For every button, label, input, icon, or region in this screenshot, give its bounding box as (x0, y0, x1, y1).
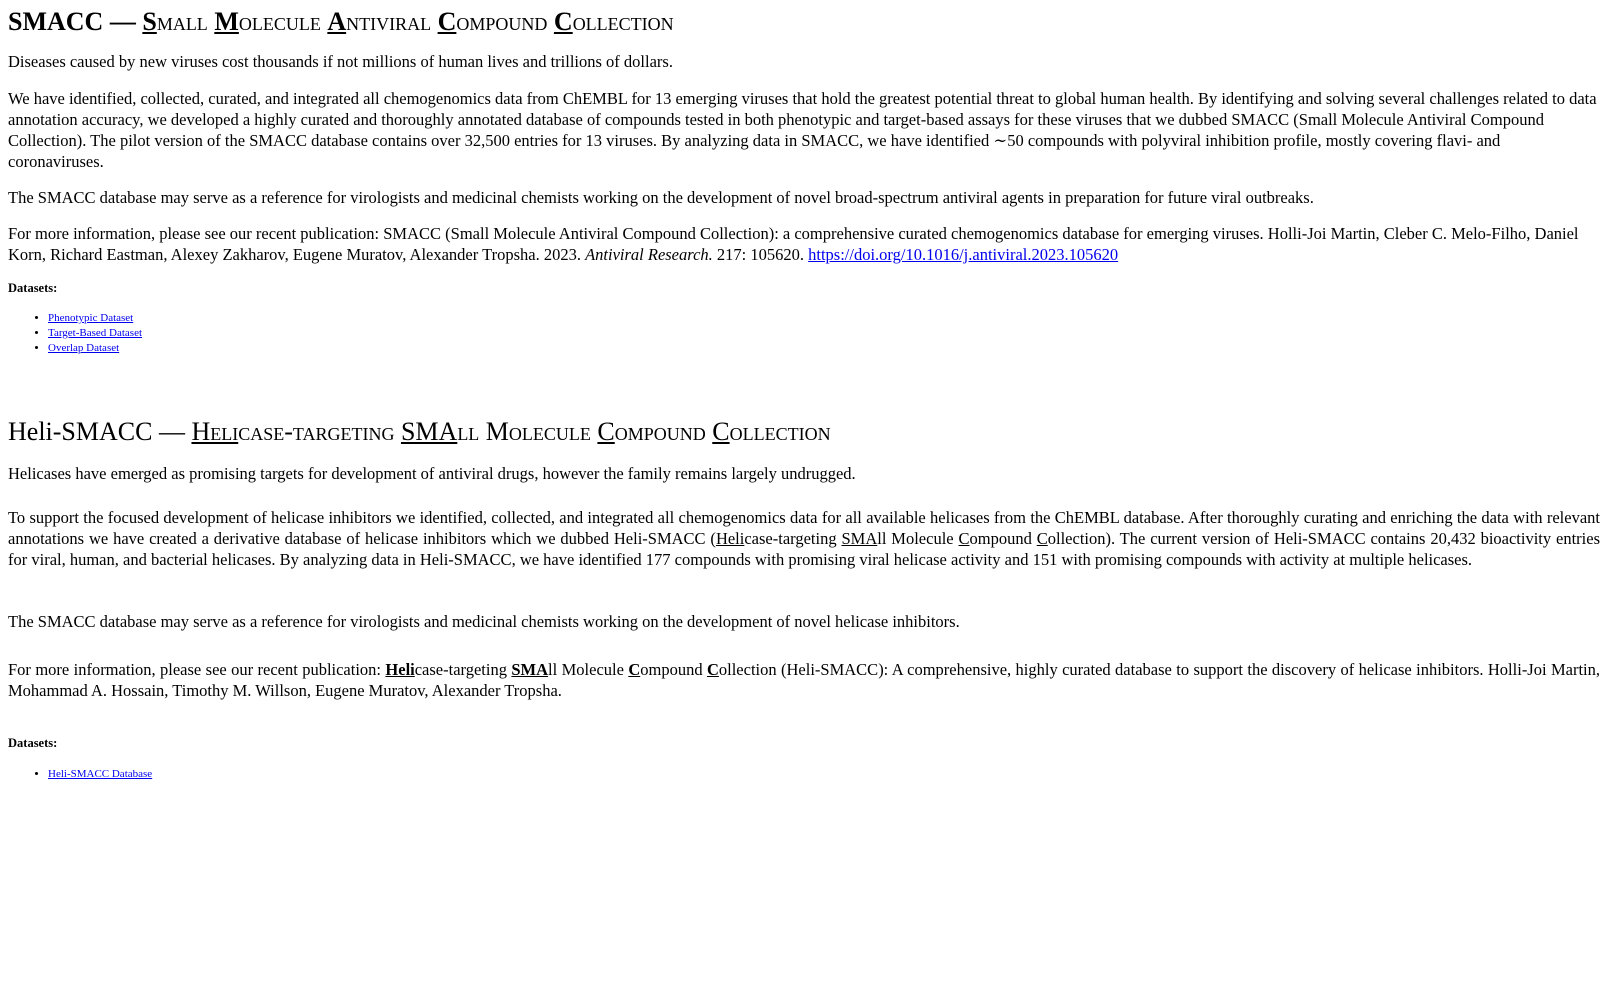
heli-pub-acr-u: C (706, 660, 719, 679)
heli-acr-u: Heli (715, 529, 745, 548)
overlap-dataset-link[interactable]: Overlap Dataset (48, 342, 120, 354)
heli-title (8, 417, 831, 447)
heli-desc-text: ). The current version of Heli-SMACC contains 20,432 bioactivity entries for viral, human, and bacterial helicases. By analyzing data in Heli-SMACC, we have identified 177 compounds with promising viral helicase activity and 151 with promising compounds with activity at multiple helicases. (8, 529, 1600, 569)
smacc-description: We have identified, collected, curated, and integrated all chemogenomics data from ChEMBL for 13 emerging viruses that hold the greatest potential threat to global human health. By identifying and solving several challenges related to data annotation accuracy, we developed a highly curated and thoroughly annotated database of compounds tested in both phenotypic and target-based assays for these viruses that we dubbed SMACC (Small Molecule Antiviral Compound Collection). The pilot version of the SMACC database contains over 32,500 entries for 13 viruses. By analyzing data in SMACC, we have identified ∼50 compounds with polyviral inhibition profile, mostly covering flavi- and coronaviruses. (8, 89, 1597, 171)
smacc-pub-pages: 217: 105620. (712, 245, 809, 264)
smacc-title-letter: C (553, 7, 573, 36)
heli-pub-acr-rest: case-targeting (414, 660, 512, 679)
heli-acr-rest: case-targeting (744, 529, 842, 548)
smacc-datasets-list (8, 311, 142, 356)
heli-datasets-list (8, 767, 152, 782)
heli-intro: Helicases have emerged as promising targets for development of antiviral drugs, however the family remains largely undrugged. (8, 464, 856, 483)
smacc-intro: Diseases caused by new viruses cost thousands if not millions of human lives and trillions of dollars. (8, 52, 673, 71)
heli-pub-text: (Heli-SMACC): A comprehensive, highly curated database to support the discovery of helicase inhibitors. Holli-Joi Martin, Mohammad A. Hossain, Timothy M. Willson, Eugene Muratov, Alexander Tropsha. (8, 660, 1600, 700)
smacc-pub-journal: Antiviral Research. (585, 245, 713, 264)
heli-acr-u: SMA (841, 529, 878, 548)
heli-title-brand: Heli-SMACC (8, 417, 153, 446)
heli-purpose: The SMACC database may serve as a reference for virologists and medicinal chemists working on the development of novel helicase inhibitors. (8, 612, 960, 631)
smacc-title-word: ollection (572, 7, 674, 36)
heli-title-dash: — (152, 417, 192, 446)
smacc-title-word: ntiviral (346, 7, 438, 36)
heli-pub-acr-u: C (628, 660, 641, 679)
heli-title-word: case-targeting (238, 417, 401, 446)
heli-desc-text: To support the focused development of helicase inhibitors we identified, collected, and integrated all chemogenomics data for all available helicases from the ChEMBL database. After thoroughly curating and enriching the data with relevant annotations we have created a derivative database of helicase inhibitors which we dubbed Heli-SMACC ( (8, 508, 1600, 548)
smacc-pub-citation: For more information, please see our recent publication: SMACC (Small Molecule Antiviral Compound Collection): a comprehensive curated chemogenomics database for emerging viruses. Holli-Joi Martin, Cleber C. Melo-Filho, Daniel Korn, Richard Eastman, Alexey Zakharov, Eugene Muratov, Alexander Tropsha. 2023. (8, 224, 1579, 264)
heli-pub-acr-rest: ompound (640, 660, 707, 679)
phenotypic-dataset-link[interactable]: Phenotypic Dataset (48, 312, 134, 324)
list-item (48, 311, 142, 326)
heli-pub-text: For more information, please see our recent publication: (8, 660, 386, 679)
smacc-title-letter: S (142, 7, 157, 36)
heli-title-word: ollection (729, 417, 831, 446)
heli-acr-rest: ompound (969, 529, 1037, 548)
heli-title-underlined: C (597, 417, 615, 446)
heli-acr-u: C (958, 529, 970, 548)
smacc-title (8, 7, 674, 37)
smacc-title-letter: M (214, 7, 239, 36)
smacc-title-letter: A (327, 7, 347, 36)
smacc-title-word: mall (156, 7, 215, 36)
smacc-purpose: The SMACC database may serve as a reference for virologists and medicinal chemists working on the development of novel broad-spectrum antiviral agents in preparation for future viral outbreaks. (8, 188, 1314, 207)
target-based-dataset-link[interactable]: Target-Based Dataset (48, 327, 143, 339)
heli-title-word: ll Molecule (457, 417, 598, 446)
heli-title-word: ompound (614, 417, 713, 446)
heli-pub-acr-rest: ll Molecule (548, 660, 629, 679)
smacc-publication (8, 223, 1600, 265)
smacc-title-word: olecule (238, 7, 328, 36)
smacc-title-letter: C (437, 7, 457, 36)
heli-pub-acr-u: SMA (511, 660, 549, 679)
smacc-title-word: ompound (456, 7, 554, 36)
heli-title-underlined: C (712, 417, 730, 446)
heli-acr-rest: ollection (1047, 529, 1106, 548)
heli-acr-rest: ll Molecule (877, 529, 959, 548)
heli-pub-acr-rest: ollection (718, 660, 777, 679)
smacc-doi-link[interactable]: https://doi.org/10.1016/j.antiviral.2023.105620 (808, 245, 1119, 264)
list-item (48, 326, 142, 341)
heli-pub-acr-u: Heli (385, 660, 415, 679)
list-item (48, 767, 152, 782)
heli-title-underlined: SMA (400, 417, 458, 446)
heli-description (8, 507, 1600, 570)
smacc-datasets-label: Datasets: (8, 281, 58, 295)
heli-publication (8, 659, 1600, 701)
heli-acr-u: C (1036, 529, 1048, 548)
smacc-title-dash: — (103, 7, 143, 36)
heli-smacc-database-link[interactable]: Heli-SMACC Database (48, 768, 153, 780)
heli-title-underlined: Heli (191, 417, 239, 446)
smacc-title-brand: SMACC (8, 7, 104, 36)
list-item (48, 341, 142, 356)
heli-datasets-label: Datasets: (8, 736, 58, 750)
